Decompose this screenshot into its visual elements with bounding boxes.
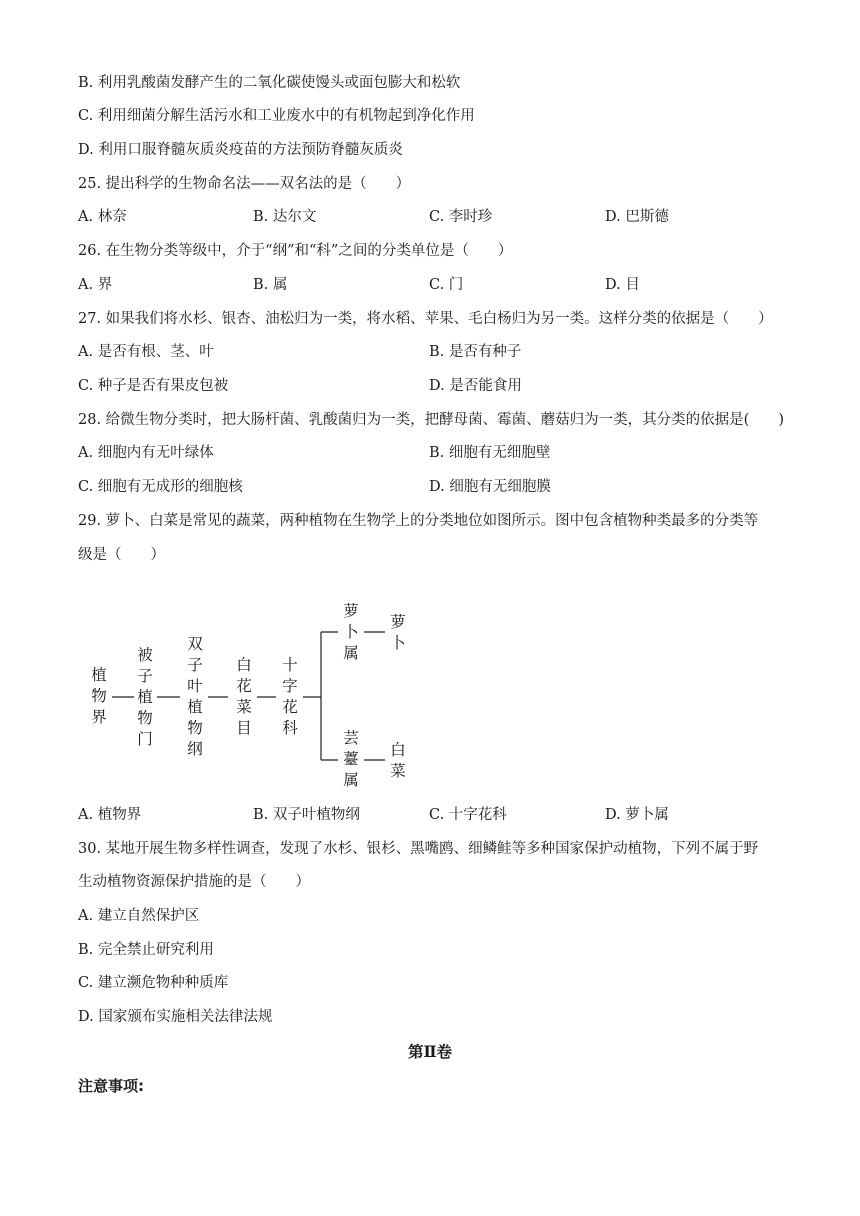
q30-option-d: D. 国家颁布实施相关法律法规: [78, 1009, 273, 1025]
q29-stem-line1: 29. 萝卜、白菜是常见的蔬菜，两种植物在生物学上的分类地位如图所示。图中包含植物种类最多的分类等: [78, 513, 759, 529]
section-title: 第Ⅱ卷: [407, 1042, 453, 1061]
q24-option-b: B. 利用乳酸菌发酵产生的二氧化碳使馒头或面包膨大和松软: [78, 75, 461, 91]
q30-stem-line1: 30. 某地开展生物多样性调查，发现了水杉、银杉、黑嘴鸥、细鳞鲑等多种国家保护动植物，下列不属于野: [78, 841, 759, 857]
q29-option-c: C. 十字花科: [429, 807, 507, 823]
node-phylum: 被 子 植 物 门: [137, 646, 153, 748]
q27-stem: 27. 如果我们将水杉、银杏、油松归为一类，将水稻、苹果、毛白杨归为另一类。这样分类的依据是（ ）: [78, 311, 773, 327]
q24-option-c: C. 利用细菌分解生活污水和工业废水中的有机物起到净化作用: [78, 108, 475, 124]
node-species-cabbage: 白 菜: [390, 741, 406, 780]
node-kingdom: 植 物 界: [91, 666, 107, 726]
node-genus-radish: 萝 卜 属: [343, 602, 359, 662]
q28-stem: 28. 给微生物分类时，把大肠杆菌、乳酸菌归为一类，把酵母菌、霉菌、蘑菇归为一类，其分类的依据是( ): [78, 412, 784, 428]
q28-option-d: D. 细胞有无细胞膜: [429, 479, 551, 495]
q30-option-b: B. 完全禁止研究利用: [78, 942, 214, 958]
q29-option-a: A. 植物界: [78, 807, 142, 823]
q27-option-d: D. 是否能食用: [429, 378, 522, 394]
q26-stem: 26. 在生物分类等级中，介于“纲”和“科”之间的分类单位是（ ）: [78, 243, 513, 259]
q25-option-a: A. 林奈: [78, 209, 127, 225]
node-class: 双 子 叶 植 物 纲: [187, 635, 203, 758]
q30-option-c: C. 建立濒危物种种质库: [78, 975, 229, 991]
q28-option-b: B. 细胞有无细胞壁: [429, 445, 551, 461]
node-species-radish: 萝 卜: [390, 613, 406, 652]
q25-stem: 25. 提出科学的生物命名法——双名法的是（ ）: [78, 176, 411, 192]
node-genus-brassica: 芸 薹 属: [343, 729, 359, 789]
q27-option-c: C. 种子是否有果皮包被: [78, 378, 229, 394]
q25-option-d: D. 巴斯德: [605, 209, 669, 225]
q26-option-d: D. 目: [605, 277, 640, 293]
q25-option-b: B. 达尔文: [253, 209, 317, 225]
q25-option-c: C. 李时珍: [429, 209, 493, 225]
q28-option-c: C. 细胞有无成形的细胞核: [78, 479, 243, 495]
q29-stem-line2: 级是（ ）: [78, 547, 165, 563]
q30-stem-line2: 生动植物资源保护措施的是（ ）: [78, 874, 310, 890]
q29-option-d: D. 萝卜属: [605, 807, 669, 823]
q27-option-a: A. 是否有根、茎、叶: [78, 344, 214, 360]
q29-option-b: B. 双子叶植物纲: [253, 807, 360, 823]
node-family: 十 字 花 科: [282, 656, 298, 737]
q26-option-b: B. 属: [253, 277, 288, 293]
notice-heading: 注意事项:: [78, 1077, 144, 1095]
q27-option-b: B. 是否有种子: [429, 344, 522, 360]
q24-option-d: D. 利用口服脊髓灰质炎疫苗的方法预防脊髓灰质炎: [78, 142, 403, 158]
q28-option-a: A. 细胞内有无叶绿体: [78, 445, 214, 461]
q26-option-c: C. 门: [429, 277, 464, 293]
q26-option-a: A. 界: [78, 277, 113, 293]
q30-option-a: A. 建立自然保护区: [78, 908, 200, 924]
node-order: 白 花 菜 目: [236, 656, 252, 737]
